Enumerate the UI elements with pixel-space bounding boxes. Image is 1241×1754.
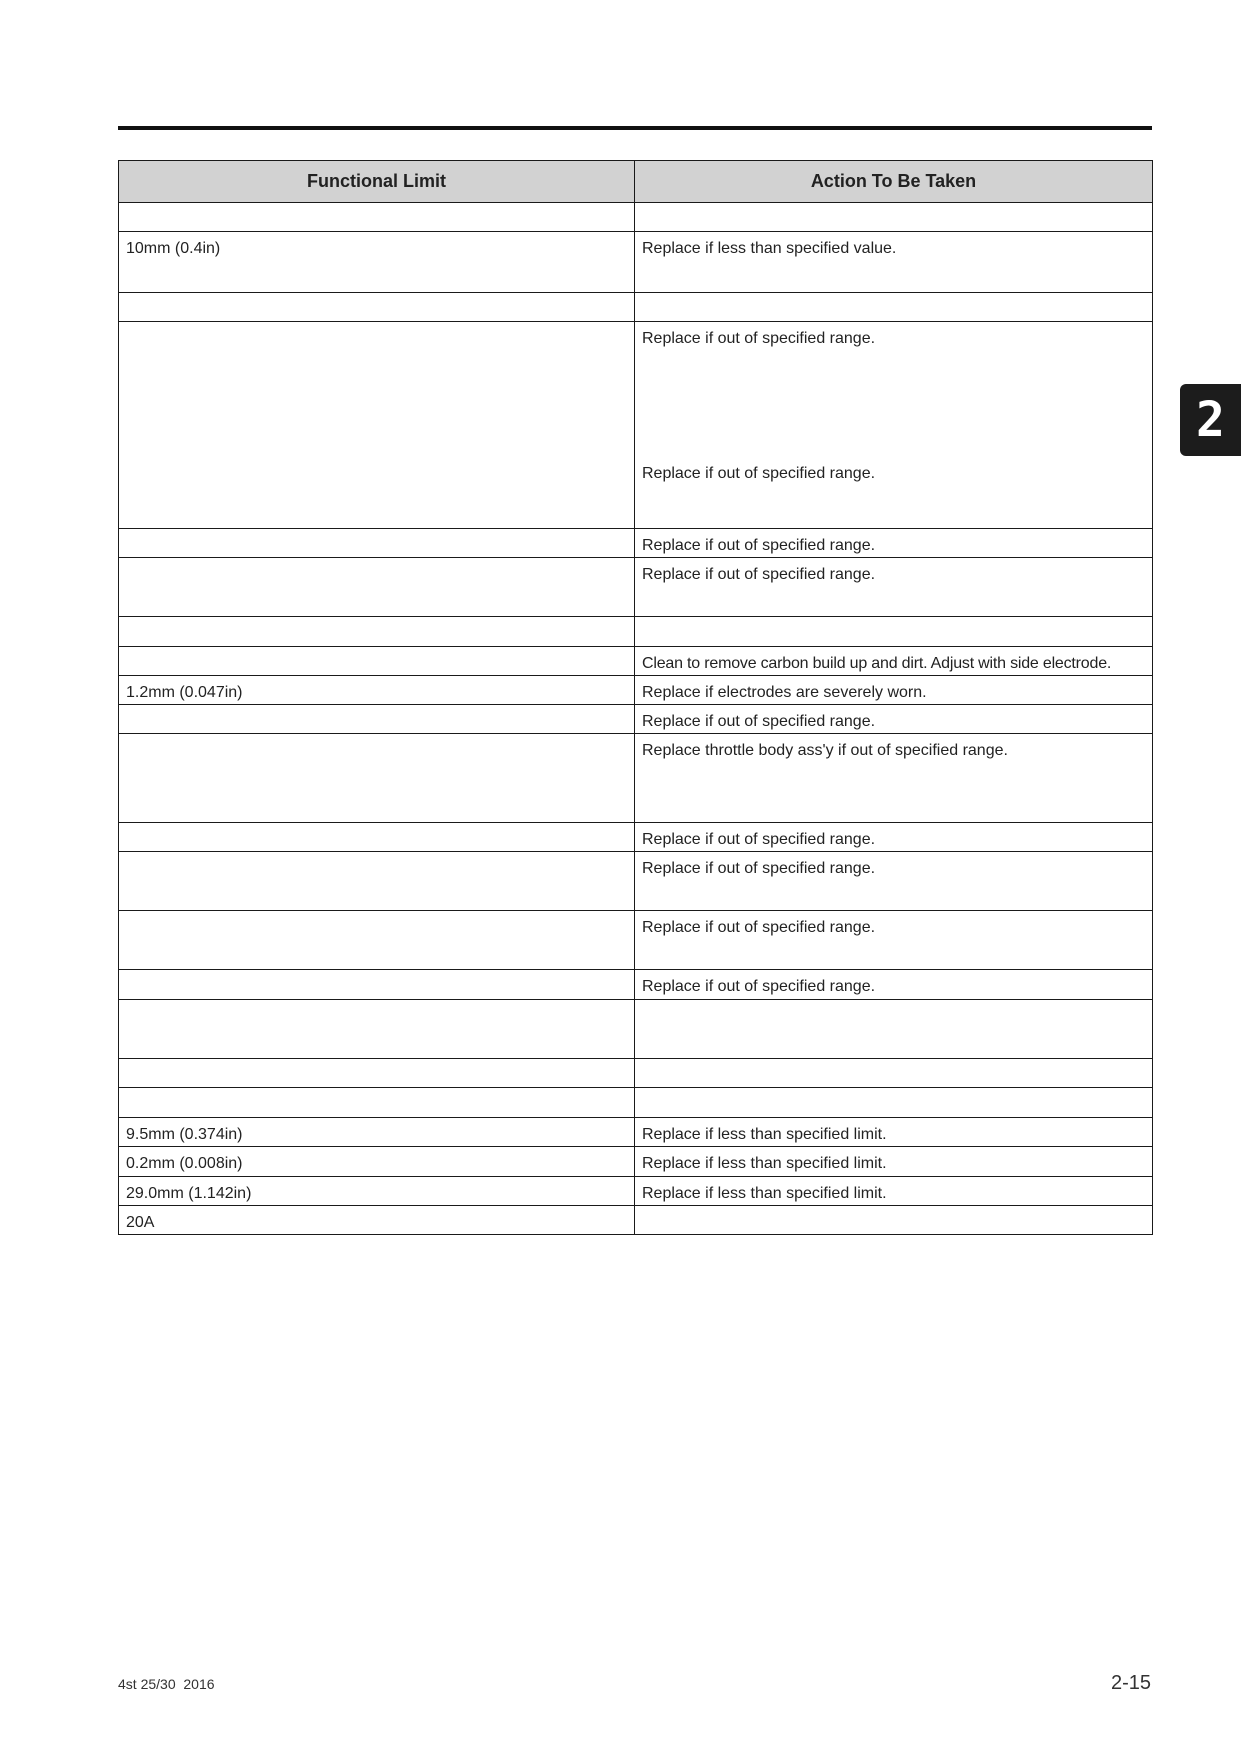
limit-cell xyxy=(119,1088,635,1118)
table-row xyxy=(119,705,1153,734)
limit-cell: 1.2mm (0.047in) xyxy=(119,676,635,705)
limit-cell: 10mm (0.4in) xyxy=(119,232,635,293)
table-row xyxy=(119,1177,1153,1206)
action-cell xyxy=(635,617,1153,647)
action-cell: Replace throttle body ass'y if out of specified range. xyxy=(635,734,1153,823)
limit-cell xyxy=(119,1000,635,1059)
limit-cell xyxy=(119,617,635,647)
action-cell: Replace if less than specified limit. xyxy=(635,1118,1153,1147)
cell-spacer xyxy=(642,348,1145,464)
limit-cell xyxy=(119,911,635,970)
table-row xyxy=(119,1147,1153,1177)
chapter-tab: 2 xyxy=(1180,384,1241,456)
table-row xyxy=(119,558,1153,617)
action-cell: Replace if less than specified limit. xyxy=(635,1147,1153,1177)
table-row xyxy=(119,1059,1153,1088)
action-cell xyxy=(635,293,1153,322)
table-row xyxy=(119,617,1153,647)
action-cell xyxy=(635,203,1153,232)
action-text: Replace if out of specified range. xyxy=(642,330,876,347)
action-cell xyxy=(635,1000,1153,1059)
action-cell: Replace if electrodes are severely worn. xyxy=(635,676,1153,705)
limit-cell xyxy=(119,852,635,911)
limit-cell xyxy=(119,647,635,676)
limit-cell xyxy=(119,1059,635,1088)
table-row xyxy=(119,823,1153,852)
action-cell: Replace if out of specified range. xyxy=(635,911,1153,970)
limit-cell: 29.0mm (1.142in) xyxy=(119,1177,635,1206)
table-row xyxy=(119,1206,1153,1235)
limit-cell xyxy=(119,823,635,852)
table-row xyxy=(119,232,1153,293)
table-row xyxy=(119,1118,1153,1147)
action-cell: Clean to remove carbon build up and dirt. Adjust with side electrode. xyxy=(635,647,1153,676)
action-cell xyxy=(635,322,1153,529)
action-cell: Replace if out of specified range. xyxy=(635,529,1153,558)
limit-cell xyxy=(119,705,635,734)
table-row xyxy=(119,676,1153,705)
table-row xyxy=(119,322,1153,529)
table-row xyxy=(119,293,1153,322)
table-row xyxy=(119,734,1153,823)
action-cell: Replace if out of specified range. xyxy=(635,970,1153,1000)
action-text-2: Replace if out of specified range. xyxy=(642,465,876,483)
top-rule xyxy=(118,126,1152,130)
limit-cell xyxy=(119,203,635,232)
page-number: 2-15 xyxy=(1110,1672,1151,1694)
action-cell: Replace if out of specified range. xyxy=(635,852,1153,911)
table-row xyxy=(119,852,1153,911)
action-cell: Replace if less than specified limit. xyxy=(635,1177,1153,1206)
header-functional-limit: Functional Limit xyxy=(119,161,635,203)
action-cell: Replace if out of specified range. xyxy=(635,558,1153,617)
table-row xyxy=(119,911,1153,970)
table-row xyxy=(119,203,1153,232)
action-cell: Replace if out of specified range. xyxy=(635,823,1153,852)
table-row xyxy=(119,1000,1153,1059)
limit-cell: 9.5mm (0.374in) xyxy=(119,1118,635,1147)
table-row xyxy=(119,647,1153,676)
limit-cell xyxy=(119,529,635,558)
limit-cell xyxy=(119,293,635,322)
limit-cell: 0.2mm (0.008in) xyxy=(119,1147,635,1177)
table-row xyxy=(119,1088,1153,1118)
limit-cell xyxy=(119,970,635,1000)
action-cell xyxy=(635,1206,1153,1235)
table-row xyxy=(119,970,1153,1000)
limit-cell xyxy=(119,734,635,823)
action-cell xyxy=(635,1059,1153,1088)
limit-cell xyxy=(119,322,635,529)
action-cell xyxy=(635,1088,1153,1118)
action-cell: Replace if less than specified value. xyxy=(635,232,1153,293)
table-row xyxy=(119,529,1153,558)
spec-table xyxy=(118,160,1153,1235)
footer-model: 4st 25/30 2016 xyxy=(118,1676,215,1692)
action-cell: Replace if out of specified range. xyxy=(635,705,1153,734)
header-action-to-be-taken: Action To Be Taken xyxy=(635,161,1153,203)
table-header-row xyxy=(119,161,1153,203)
limit-cell: 20A xyxy=(119,1206,635,1235)
limit-cell xyxy=(119,558,635,617)
